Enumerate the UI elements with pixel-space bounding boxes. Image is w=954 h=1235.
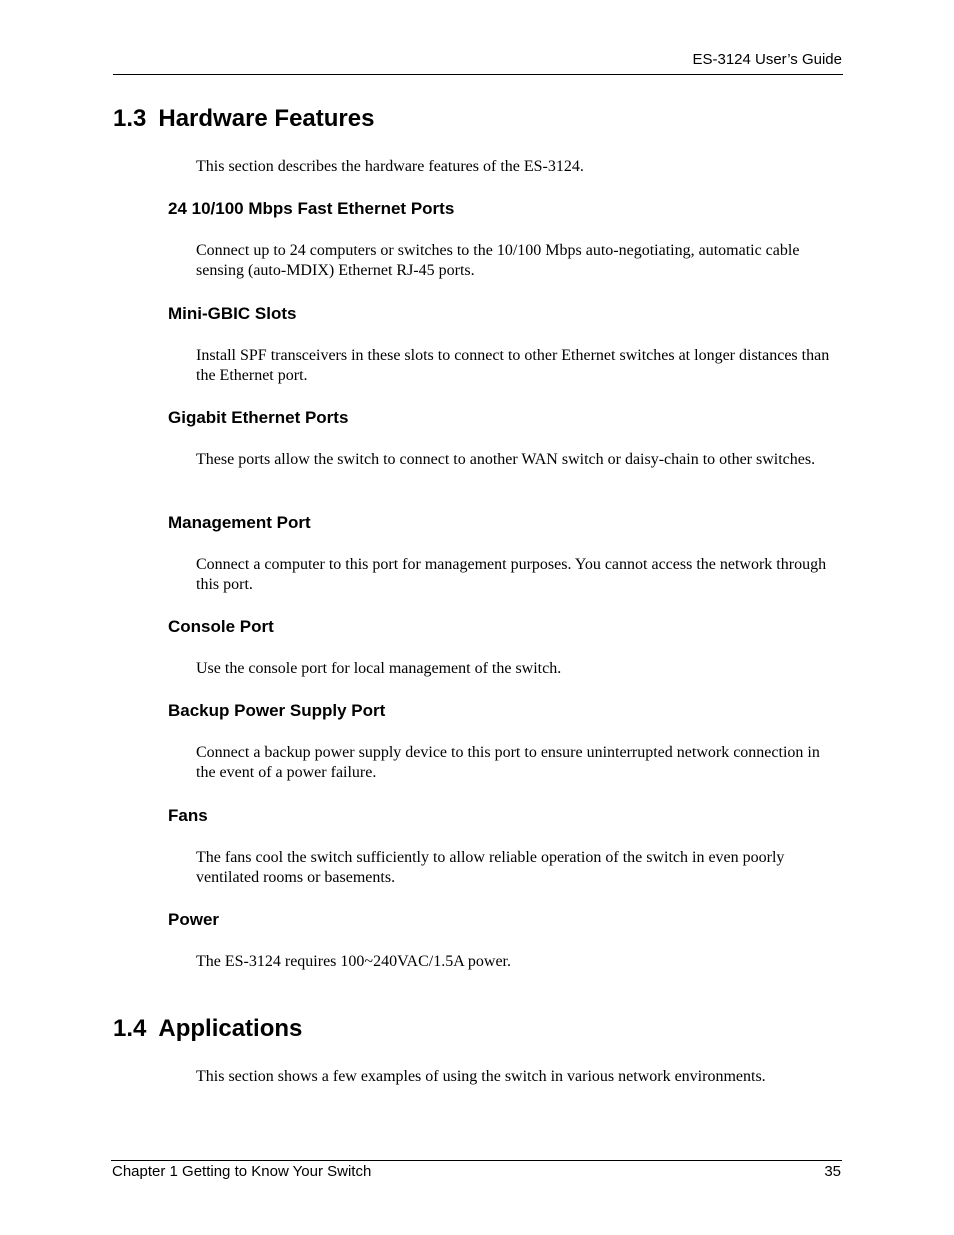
section-number: 1.4 bbox=[113, 1015, 147, 1042]
feature-heading-mini-gbic-slots: Mini-GBIC Slots bbox=[168, 304, 297, 323]
feature-heading-power: Power bbox=[168, 910, 220, 929]
feature-heading-backup-power-supply-port: Backup Power Supply Port bbox=[168, 701, 386, 720]
feature-text-fast-ethernet-ports: Connect up to 24 computers or switches to the 10/100 Mbps auto-negotiating, automatic cable sensing (auto-MDIX) Ethernet RJ-45 ports. bbox=[196, 242, 800, 279]
feature-heading-fans: Fans bbox=[168, 806, 208, 825]
section-number: 1.3 bbox=[113, 105, 147, 132]
feature-text-mini-gbic-slots: Install SPF transceivers in these slots to connect to other Ethernet switches at longer distances than the Ethernet port. bbox=[196, 347, 830, 384]
document-title: ES-3124 User’s Guide bbox=[692, 51, 842, 68]
section-title: Hardware Features bbox=[158, 105, 375, 132]
section-heading-hardware-features bbox=[113, 104, 374, 134]
page-header bbox=[113, 50, 843, 75]
feature-heading-gigabit-ethernet-ports: Gigabit Ethernet Ports bbox=[168, 408, 349, 427]
section-intro: This section describes the hardware features of the ES-3124. bbox=[196, 158, 584, 175]
page-footer bbox=[111, 1160, 842, 1185]
section-heading-applications bbox=[113, 1014, 302, 1044]
feature-text-console-port: Use the console port for local management of the switch. bbox=[196, 660, 562, 677]
feature-text-backup-power-supply-port: Connect a backup power supply device to this port to ensure uninterrupted network connection in the event of a power failure. bbox=[196, 744, 820, 781]
feature-heading-console-port: Console Port bbox=[168, 617, 274, 636]
page-number: 35 bbox=[824, 1163, 841, 1180]
feature-text-gigabit-ethernet-ports: These ports allow the switch to connect to another WAN switch or daisy-chain to other switches. bbox=[196, 451, 816, 468]
chapter-title: Chapter 1 Getting to Know Your Switch bbox=[112, 1163, 372, 1180]
feature-text-power: The ES-3124 requires 100~240VAC/1.5A power. bbox=[196, 953, 511, 970]
feature-heading-fast-ethernet-ports: 24 10/100 Mbps Fast Ethernet Ports bbox=[168, 199, 455, 218]
feature-text-fans: The fans cool the switch sufficiently to allow reliable operation of the switch in even poorly ventilated rooms or basements. bbox=[196, 849, 785, 886]
section-title: Applications bbox=[158, 1015, 303, 1042]
feature-text-management-port: Connect a computer to this port for management purposes. You cannot access the network through this port. bbox=[196, 556, 827, 593]
section-intro: This section shows a few examples of using the switch in various network environments. bbox=[196, 1068, 766, 1085]
feature-heading-management-port: Management Port bbox=[168, 513, 311, 532]
